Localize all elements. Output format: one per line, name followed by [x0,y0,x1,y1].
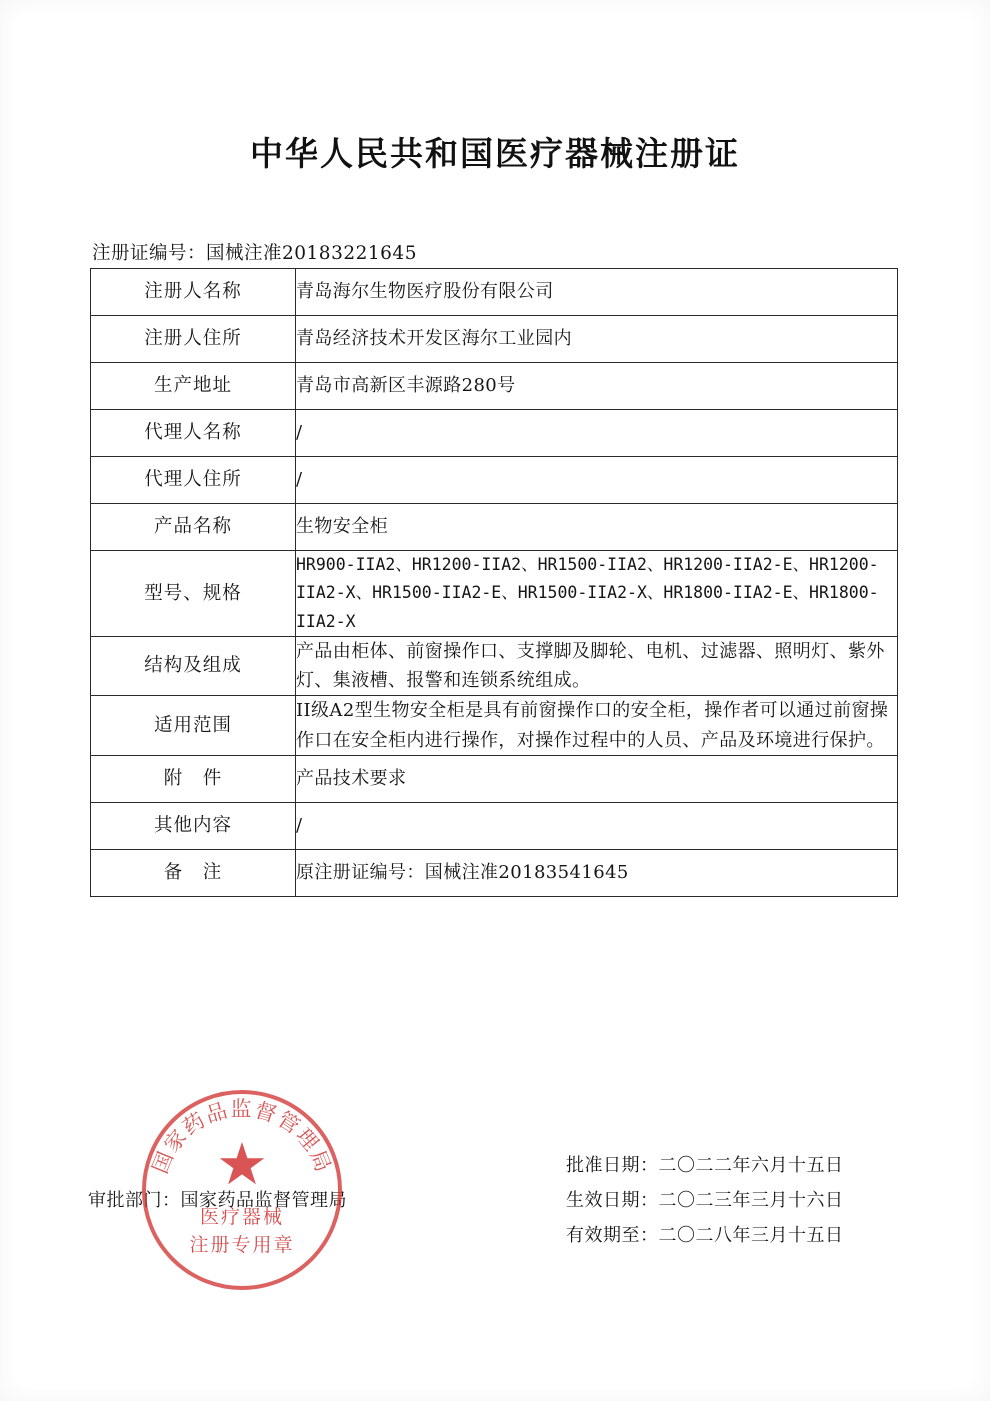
table-row [91,551,898,637]
table-row [91,755,898,802]
registration-number: 注册证编号：国械注准20183221645 [92,243,417,264]
row-value: 生物安全柜 [296,504,898,551]
row-label: 生产地址 [91,363,296,410]
row-label: 备 注 [91,849,296,896]
certificate-table [90,268,898,897]
row-value: 青岛经济技术开发区海尔工业园内 [296,316,898,363]
row-value: HR900-IIA2、HR1200-IIA2、HR1500-IIA2、HR1200-IIA2-E、HR1200-IIA2-X、HR1500-IIA2-E、HR1500-IIA2-X、HR1800-IIA2-E、HR1800-IIA2-X [296,551,898,637]
row-label: 产品名称 [91,504,296,551]
approval-date: 批准日期：二〇二二年六月十五日 [566,1155,844,1176]
table-row [91,410,898,457]
table-row [91,363,898,410]
row-label: 注册人名称 [91,269,296,316]
page-title: 中华人民共和国医疗器械注册证 [250,134,740,173]
table-row [91,637,898,696]
table-row [91,269,898,316]
row-value: / [296,802,898,849]
row-label: 注册人住所 [91,316,296,363]
row-label: 其他内容 [91,802,296,849]
row-label: 适用范围 [91,696,296,755]
table-row [91,696,898,755]
row-value: 青岛海尔生物医疗股份有限公司 [296,269,898,316]
row-label: 型号、规格 [91,551,296,637]
seal-line-2: 注册专用章 [189,1234,295,1256]
date-block [566,1148,844,1253]
table-row [91,504,898,551]
table-row [91,457,898,504]
table-row [91,316,898,363]
table-row [91,802,898,849]
row-value: / [296,457,898,504]
footer [0,1148,990,1308]
row-value: 原注册证编号：国械注准20183541645 [296,849,898,896]
row-value: II级A2型生物安全柜是具有前窗操作口的安全柜，操作者可以通过前窗操作口在安全柜内进行操作，对操作过程中的人员、产品及环境进行保护。 [296,696,898,755]
approval-department: 审批部门：国家药品监督管理局 [88,1190,347,1211]
seal-line-1: 医疗器械 [199,1206,284,1228]
row-value: 产品由柜体、前窗操作口、支撑脚及脚轮、电机、过滤器、照明灯、紫外灯、集液槽、报警和连锁系统组成。 [296,637,898,696]
row-value: 产品技术要求 [296,755,898,802]
table-row [91,849,898,896]
row-label: 代理人住所 [91,457,296,504]
row-label: 结构及组成 [91,637,296,696]
effective-date: 生效日期：二〇二三年三月十六日 [566,1190,844,1212]
row-label: 附 件 [91,755,296,802]
expiry-date: 有效期至：二〇二八年三月十五日 [566,1225,844,1247]
row-value: 青岛市高新区丰源路280号 [296,363,898,410]
row-value: / [296,410,898,457]
seal-arc-textpath: 国家药品监督管理局 [147,1097,337,1177]
row-label: 代理人名称 [91,410,296,457]
